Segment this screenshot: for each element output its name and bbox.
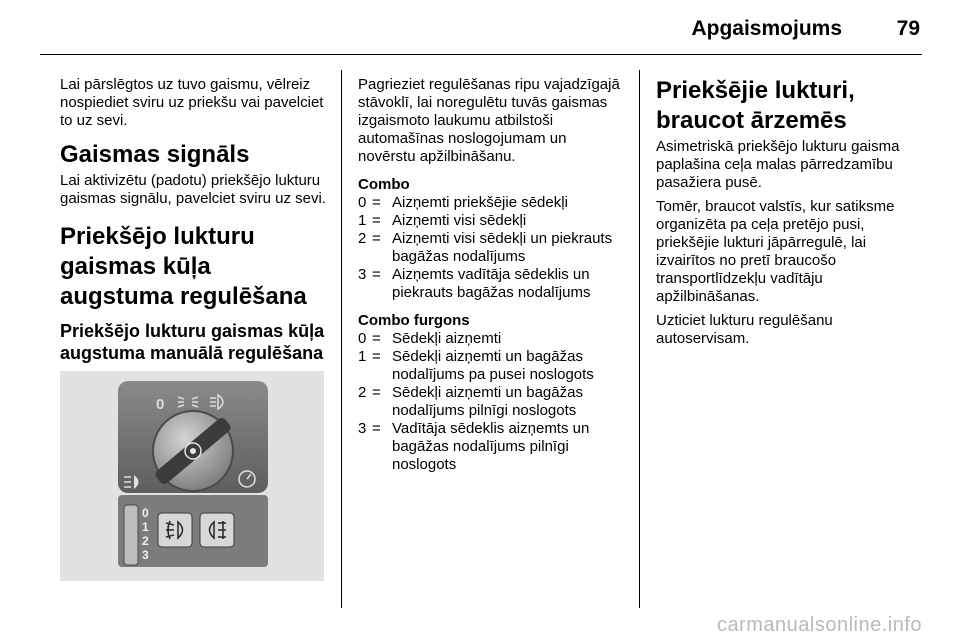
list-item — [358, 212, 622, 230]
item-number: 0 — [358, 194, 367, 211]
list-item — [358, 348, 622, 384]
rear-fog-light-button — [200, 513, 234, 547]
van-heading: Combo furgons — [358, 312, 470, 329]
wheel-mark-1: 1 — [142, 520, 149, 534]
item-text: Aizņemti visi sēdekļi — [392, 212, 527, 229]
item-number: 2 — [358, 230, 367, 247]
item-equals: = — [372, 348, 381, 365]
item-text: Aizņemti priekšējie sēdekļi — [392, 194, 568, 211]
header-rule — [40, 54, 922, 55]
light-switch-drawing — [60, 371, 324, 581]
item-equals: = — [372, 194, 381, 211]
abroad-heading: Priekšējie lukturi, braucot ārzemēs — [656, 77, 855, 134]
page-number: 79 — [896, 17, 920, 40]
wheel-mark-0: 0 — [142, 506, 149, 520]
item-equals: = — [372, 384, 381, 401]
item-number: 3 — [358, 420, 367, 437]
light-switch-illustration — [60, 371, 324, 581]
item-equals: = — [372, 230, 381, 247]
combo-list — [358, 194, 622, 302]
list-item — [358, 266, 622, 302]
item-equals: = — [372, 266, 381, 283]
list-item — [358, 420, 622, 474]
page-header — [0, 0, 960, 60]
front-fog-light-button — [158, 513, 192, 547]
van-list — [358, 330, 622, 474]
lower-panel — [118, 495, 268, 567]
item-equals: = — [372, 420, 381, 437]
list-item — [358, 230, 622, 266]
off-symbol: 0 — [156, 396, 165, 413]
knob-center — [190, 448, 196, 454]
item-text: Aizņemts vadītāja sēdeklis un piekrauts bagāžas nodalījums — [392, 266, 591, 301]
item-number: 0 — [358, 330, 367, 347]
column-divider — [341, 70, 342, 608]
list-item — [358, 384, 622, 420]
list-item — [358, 330, 622, 348]
beam-thumbwheel — [124, 505, 138, 565]
adjust-paragraph: Pagrieziet regulēšanas ripu vajadzīgajā stāvoklī, lai noregulētu tuvās gaismas izgaismoto laukumu atbilstoši automašīnas noslogojumam un novērstu apžilbināšanu. — [358, 76, 620, 165]
column-1 — [60, 76, 328, 364]
page-title: Apgaismojums — [691, 17, 842, 40]
item-number: 1 — [358, 212, 367, 229]
column-2 — [358, 76, 622, 474]
range-subheading: Priekšējo lukturu gaismas kūļa augstuma manuālā regulēšana — [60, 321, 325, 363]
wheel-mark-3: 3 — [142, 548, 149, 562]
watermark: carmanualsonline.info — [716, 614, 922, 636]
list-item — [358, 194, 622, 212]
item-text: Vadītāja sēdeklis aizņemts un bagāžas nodalījums pilnīgi noslogots — [392, 420, 590, 473]
item-text: Aizņemti visi sēdekļi un piekrauts bagāžas nodalījums — [392, 230, 613, 265]
item-number: 1 — [358, 348, 367, 365]
item-number: 3 — [358, 266, 367, 283]
service-paragraph: Uzticiet lukturu regulēšanu autoservisam. — [656, 312, 833, 347]
wheel-mark-2: 2 — [142, 534, 149, 548]
signal-heading: Gaismas signāls — [60, 141, 250, 168]
column-3 — [656, 76, 924, 354]
asymmetric-paragraph: Asimetriskā priekšējo lukturu gaisma paplašina ceļa malas pārredzamību pasažiera pusē. — [656, 138, 900, 191]
item-text: Sēdekļi aizņemti un bagāžas nodalījums pilnīgi noslogots — [392, 384, 583, 419]
item-number: 2 — [358, 384, 367, 401]
item-text: Sēdekļi aizņemti — [392, 330, 502, 347]
item-equals: = — [372, 330, 381, 347]
range-heading: Priekšējo lukturu gaismas kūļa augstuma regulēšana — [60, 223, 307, 310]
item-text: Sēdekļi aizņemti un bagāžas nodalījums pa pusei noslogots — [392, 348, 594, 383]
column-divider — [639, 70, 640, 608]
item-equals: = — [372, 212, 381, 229]
signal-paragraph: Lai aktivizētu (padotu) priekšējo lukturu gaismas signālu, pavelciet sviru uz sevi. — [60, 172, 326, 207]
intro-paragraph: Lai pārslēgtos uz tuvo gaismu, vēlreiz nospiediet sviru uz priekšu vai pavelciet to uz sevi. — [60, 76, 324, 129]
abroad-paragraph: Tomēr, braucot valstīs, kur satiksme organizēta pa ceļa pretējo pusi, priekšējie lukturi jāpārregulē, lai izvairītos no pretī braucošo transportlīdzekļu vadītāju apžilbināšanas. — [656, 198, 895, 305]
combo-heading: Combo — [358, 176, 410, 193]
